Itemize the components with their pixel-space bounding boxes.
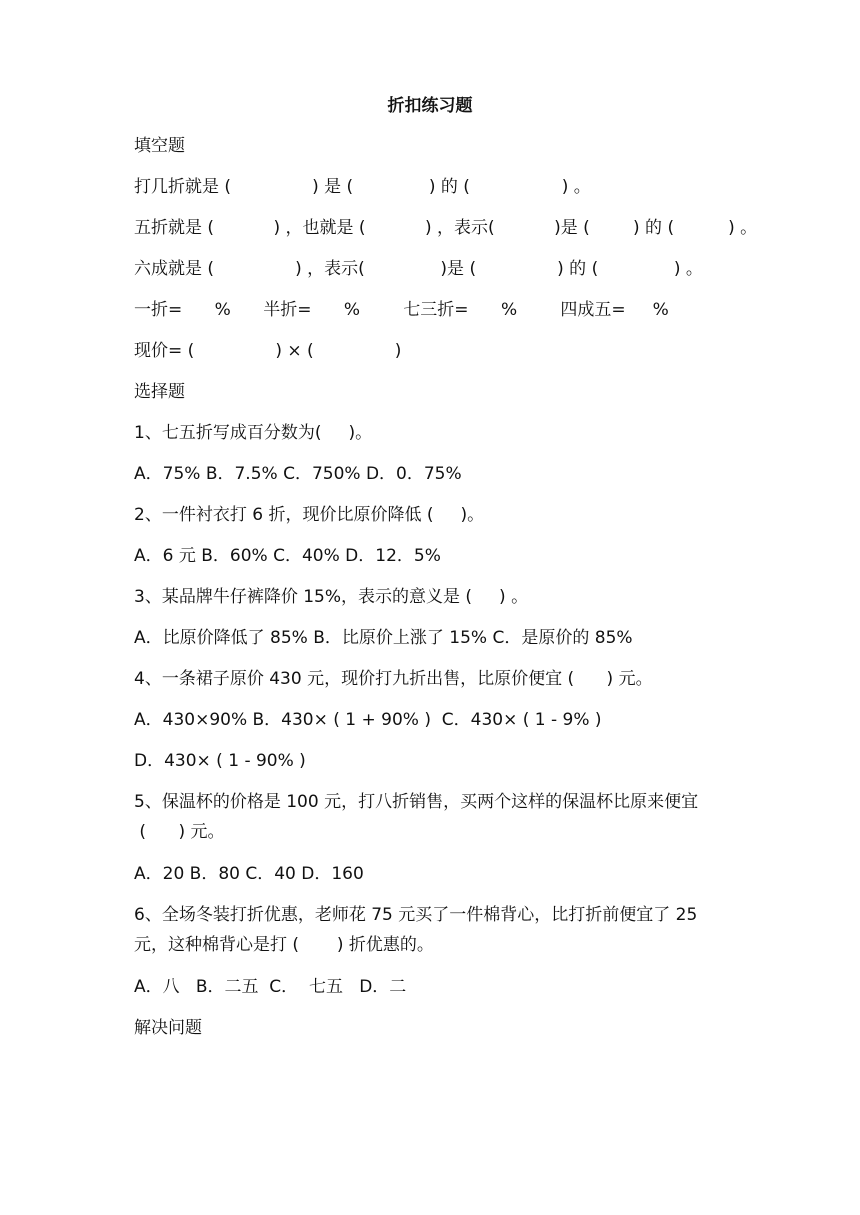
choice-question-3: 3、某品牌牛仔裤降价 15%，表示的意义是 ( ) 。 <box>134 587 529 607</box>
fill-section-heading: 填空题 <box>134 136 185 156</box>
fill-question-1: 打几折就是 ( ) 是 ( ) 的 ( ) 。 <box>134 177 591 197</box>
choice-question-5-options: A．20 B．80 C．40 D．160 <box>134 864 364 884</box>
choice-question-5-line1: 5、保温杯的价格是 100 元，打八折销售，买两个这样的保温杯比原来便宜 <box>134 792 699 812</box>
choice-question-4-options-line1: A．430×90% B．430× ( 1 + 90% ) C．430× ( 1 - 9% ) <box>134 710 602 730</box>
choice-question-6-options: A．八 B．二五 C． 七五 D．二 <box>134 977 407 997</box>
fill-question-3: 六成就是 ( ) ，表示( )是 ( ) 的 ( ) 。 <box>134 259 703 279</box>
choice-question-6-line2: 元，这种棉背心是打 ( ) 折优惠的。 <box>134 935 434 955</box>
page-title: 折扣练习题 <box>387 96 473 116</box>
fill-question-2: 五折就是 ( ) ，也就是 ( ) ，表示( )是 ( ) 的 ( ) 。 <box>134 218 758 238</box>
choice-question-2-options: A．6 元 B．60% C．40% D．12．5% <box>134 546 441 566</box>
choice-question-1-options: A．75% B．7.5% C．750% D．0．75% <box>134 464 462 484</box>
fill-question-5: 现价= ( ) × ( ) <box>134 341 402 361</box>
choice-question-4: 4、一条裙子原价 430 元，现价打九折出售，比原价便宜 ( ) 元。 <box>134 669 653 689</box>
choice-section-heading: 选择题 <box>134 382 185 402</box>
choice-question-2: 2、一件衬衣打 6 折，现价比原价降低 ( )。 <box>134 505 485 525</box>
choice-question-5-line2: ( ) 元。 <box>134 822 225 842</box>
fill-question-4: 一折= % 半折= % 七三折= % 四成五= % <box>134 300 669 320</box>
solve-section-heading: 解决问题 <box>134 1018 202 1038</box>
choice-question-3-options: A．比原价降低了 85% B．比原价上涨了 15% C．是原价的 85% <box>134 628 633 648</box>
choice-question-4-options-line2: D．430× ( 1 - 90% ) <box>134 751 306 771</box>
choice-question-1: 1、七五折写成百分数为( )。 <box>134 423 373 443</box>
choice-question-6-line1: 6、全场冬装打折优惠，老师花 75 元买了一件棉背心，比打折前便宜了 25 <box>134 905 698 925</box>
